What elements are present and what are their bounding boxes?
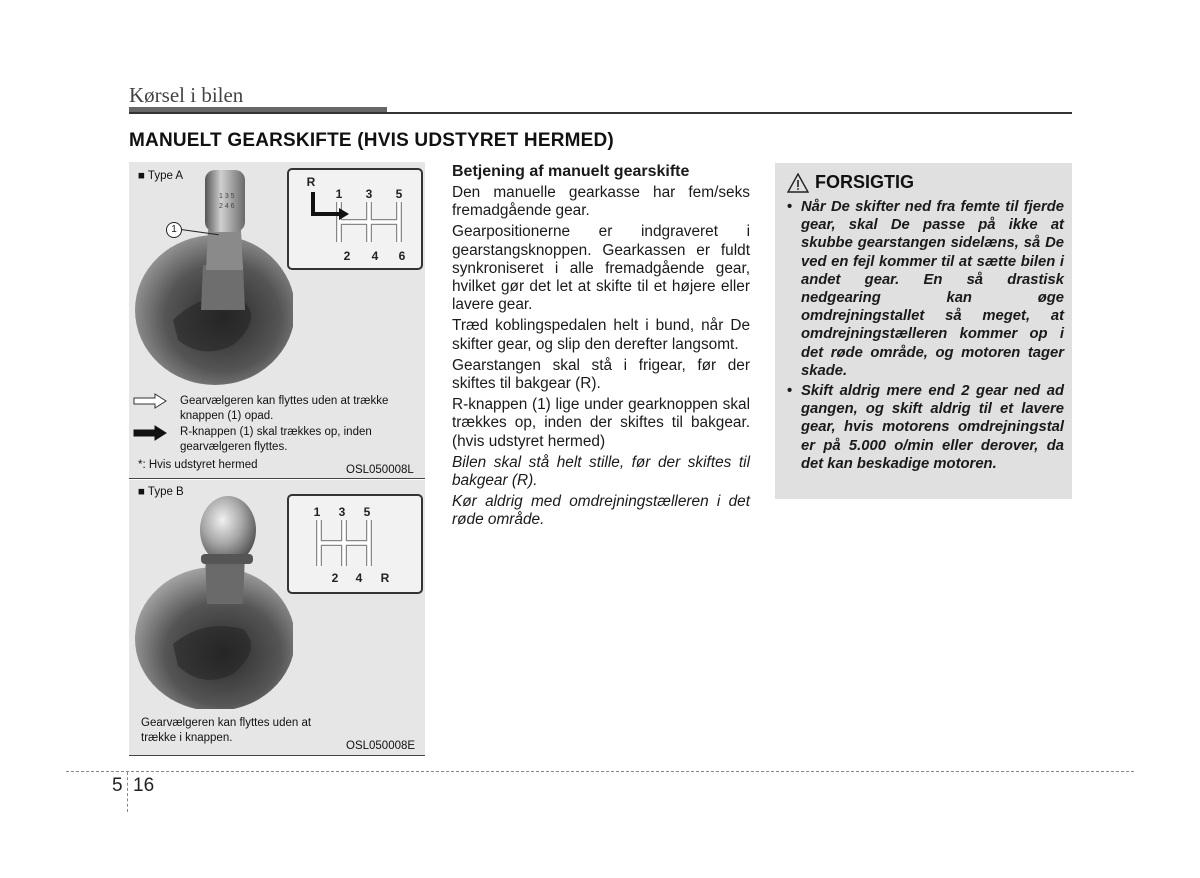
figure-b-divider: [129, 755, 425, 756]
footnote: *: Hvis udstyret hermed: [138, 459, 258, 471]
pattern-b-label-4: 4: [355, 571, 363, 585]
footer-divider: [127, 772, 128, 812]
chapter-number: 5: [112, 775, 123, 796]
paragraph-5: R-knappen (1) lige under gearknoppen skal trækkes op, inden der skiftes til bakgear. (hvis udstyret hermed): [452, 396, 750, 450]
paragraph-7: Kør aldrig med omdrejningstælleren i det røde område.: [452, 493, 750, 529]
type-b-label: ■ Type B: [138, 486, 184, 498]
shift-pattern-a-diagram: [289, 170, 421, 268]
gear-knob-type-a-illustration: [133, 170, 293, 385]
pattern-b-label-r: R: [380, 571, 390, 585]
black-arrow-icon: [133, 425, 167, 441]
paragraph-4: Gearstangen skal stå i frigear, før der skiftes til bakgear (R).: [452, 356, 750, 393]
pattern-a-label-5: 5: [395, 187, 403, 201]
figure-b-code: OSL050008E: [346, 740, 416, 752]
section-title: Kørsel i bilen: [129, 83, 244, 107]
shift-pattern-b-diagram: [289, 496, 421, 592]
legend-black-arrow-text: R-knappen (1) skal trækkes op, inden gearvælgeren flyttes.: [180, 426, 372, 453]
pattern-b-label-5: 5: [363, 505, 371, 519]
gear-knob-type-b-illustration: [133, 494, 293, 709]
shift-pattern-type-a: [287, 168, 423, 270]
pattern-a-label-4: 4: [371, 249, 379, 263]
caution-item: • Skift aldrig mere end 2 gear ned ad gangen, og skift aldrig til et lavere gear, hvis motorens omdrejningstal er på 5.000 o/min eller derover, da det kan beskadige motoren.: [785, 382, 1064, 473]
paragraph-6: Bilen skal stå helt stille, før der skiftes til bakgear (R).: [452, 453, 750, 490]
pattern-b-label-1: 1: [313, 505, 321, 519]
shift-pattern-type-b: [287, 494, 423, 594]
header-rule: [129, 112, 1072, 114]
pattern-a-label-3: 3: [365, 187, 373, 201]
callout-1: 1: [166, 222, 182, 238]
paragraph-1: Den manuelle gearkasse har fem/seks fremadgående gear.: [452, 184, 750, 220]
operation-heading: Betjening af manuelt gearskifte: [452, 163, 690, 180]
pattern-a-label-r: R: [306, 175, 316, 189]
page-number: 16: [133, 775, 155, 796]
pattern-a-label-1: 1: [335, 187, 343, 201]
caution-header: [787, 172, 914, 193]
footer-rule: [66, 771, 1134, 772]
page-title: MANUELT GEARSKIFTE (HVIS UDSTYRET HERMED): [129, 130, 614, 151]
pattern-b-label-3: 3: [338, 505, 346, 519]
svg-text:1 3 5: 1 3 5: [219, 193, 235, 200]
paragraph-2: Gearpositionerne er indgraveret i gearstangsknoppen. Gearkassen er fuldt synkroniseret i alle fremadgående gear, hvilket gør det let at skifte til et højere eller lavere gear.: [452, 223, 750, 314]
pattern-a-label-2: 2: [343, 249, 351, 263]
caution-item: • Når De skifter ned fra femte til fjerde gear, skal De passe på ikke at skubbe gearstangen sidelæns, så De ved en fejl kommer til at sætte bilen i andet gear. En så drastisk nedgearing kan øge omdrejningstallet så meget, at omdrejningstælleren kommer op i det røde område, og motoren tager skade.: [785, 198, 1064, 380]
operation-text: [452, 162, 750, 533]
figure-a-divider: [129, 478, 425, 479]
pattern-a-label-6: 6: [398, 249, 406, 263]
caution-list: [785, 198, 1064, 475]
warning-triangle-icon: [787, 173, 809, 193]
paragraph-3: Træd koblingspedalen helt i bund, når De skifter gear, og slip den derefter langsomt.: [452, 317, 750, 353]
figure-a-code: OSL050008L: [346, 464, 414, 476]
svg-text:2 4 6: 2 4 6: [219, 203, 235, 210]
figure-b-caption: Gearvælgeren kan flyttes uden at trække i knappen.: [141, 717, 312, 744]
white-arrow-icon: [133, 393, 167, 409]
caution-title: FORSIGTIG: [815, 172, 914, 192]
type-a-label: ■ Type A: [138, 170, 184, 182]
pattern-b-label-2: 2: [331, 571, 339, 585]
legend-white-arrow-text: Gearvælgeren kan flyttes uden at trække knappen (1) opad.: [180, 395, 389, 422]
